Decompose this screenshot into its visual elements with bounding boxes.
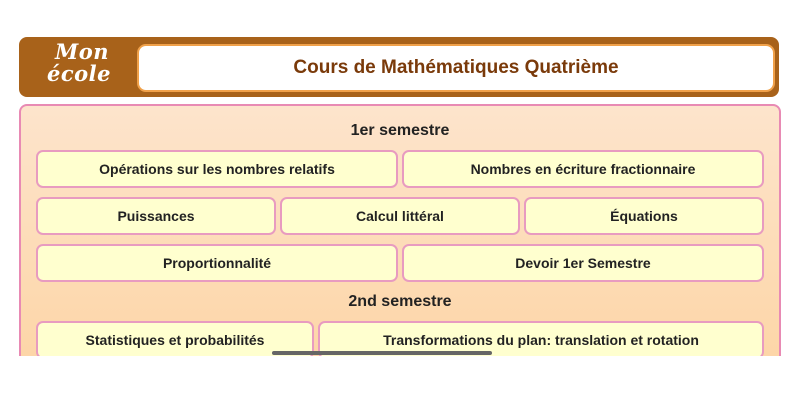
- logo-line-1: Mon: [55, 39, 110, 64]
- page-title: Cours de Mathématiques Quatrième: [293, 57, 619, 78]
- course-button-equations[interactable]: Équations: [524, 197, 764, 235]
- logo-line-2: école: [47, 61, 111, 86]
- course-button-statistics[interactable]: Statistiques et probabilités: [36, 321, 314, 356]
- section-title-semester-1: 1er semestre: [350, 122, 450, 139]
- app-header: [19, 37, 779, 97]
- course-button-fractions[interactable]: Nombres en écriture fractionnaire: [402, 150, 764, 188]
- course-button-proportionality[interactable]: Proportionnalité: [36, 244, 398, 282]
- home-indicator-bar[interactable]: [272, 351, 492, 355]
- title-box: [137, 44, 775, 92]
- course-list-panel: [19, 104, 781, 356]
- course-button-semester-1-test[interactable]: Devoir 1er Semestre: [402, 244, 764, 282]
- course-button-relative-numbers[interactable]: Opérations sur les nombres relatifs: [36, 150, 398, 188]
- course-button-literal-calculus[interactable]: Calcul littéral: [280, 197, 520, 235]
- course-button-transformations[interactable]: Transformations du plan: translation et rotation: [318, 321, 764, 356]
- section-title-semester-2: 2nd semestre: [348, 293, 452, 310]
- course-button-powers[interactable]: Puissances: [36, 197, 276, 235]
- app-logo[interactable]: [45, 41, 135, 93]
